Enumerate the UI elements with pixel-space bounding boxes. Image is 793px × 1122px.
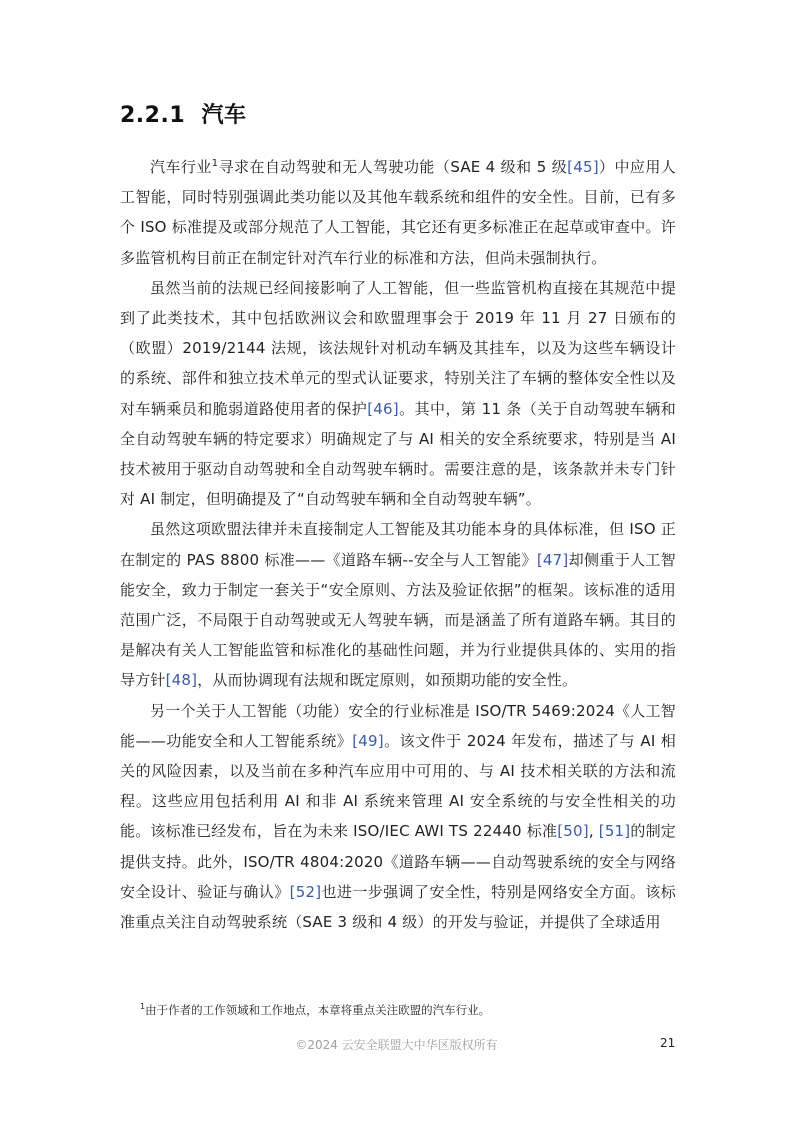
paragraph-text: 另一个关于人工智能（功能）安全的行业标准是 ISO/TR 5469:2024《人工智能——功能安全和人工智能系统》 <box>120 701 676 750</box>
paragraph-text: 也进一步强调了安全性，特别是网络安全方面。该标准重点关注自动驾驶系统（SAE 3 级和 4 级）的开发与验证，并提供了全球适用 <box>120 882 677 932</box>
paragraph <box>120 152 676 273</box>
footer-copyright: ©2024 云安全联盟大中华区版权所有 <box>295 1038 498 1052</box>
citation-link[interactable]: [51] <box>598 822 631 841</box>
paragraph-text: 却侧重于人工智能安全，致力于制定一套关于“安全原则、方法及验证依据”的框架。该标准的适用范围广泛，不局限于自动驾驶或无人驾驶车辆，而是涵盖了所有道路车辆。其目的是解决有关人工智能监管和标准化的基础性问题，并为行业提供具体的、实用的指导方针 <box>120 550 677 690</box>
citation-link[interactable]: [48] <box>165 671 198 690</box>
citation-link[interactable]: [46] <box>367 399 399 418</box>
section-title: 汽车 <box>201 103 247 128</box>
footnote-reference: 1 <box>211 158 219 169</box>
paragraph-text: ，从而协调现有法规和既定原则，如预期功能的安全性。 <box>197 671 578 690</box>
paragraph <box>120 273 676 515</box>
paragraph-text: 寻求在自动驾驶和无人驾驶功能（SAE 4 级和 5 级 <box>218 158 568 176</box>
citation-link[interactable]: [47] <box>536 550 569 569</box>
paragraph <box>120 696 676 938</box>
body-text <box>120 152 676 937</box>
citation-link[interactable]: [52] <box>289 882 322 901</box>
section-number: 2.2.1 <box>120 103 186 128</box>
footnote <box>140 1002 490 1018</box>
paragraph-text: 。其中，第 11 条（关于自动驾驶车辆和全自动驾驶车辆的特定要求）明确规定了与 AI 相关的安全系统要求，特别是当 AI 技术被用于驱动自动驾驶和全自动驾驶车辆时。需要注意的是，该条款并未专门针对 AI 制定，但明确提及了“自动驾驶车辆和全自动驾驶车辆”。 <box>120 399 677 509</box>
paragraph-text: 的制定提供支持。此外，ISO/TR 4804:2020《道路车辆——自动驾驶系统的安全与网络安全设计、验证与确认》 <box>120 822 676 901</box>
paragraph-text: 。该文件于 2024 年发布，描述了与 AI 相关的风险因素，以及当前在多种汽车应用中可用的、与 AI 技术相关联的方法和流程。这些应用包括利用 AI 和非 AI 系统来管理 AI 安全系统的与安全性相关的功能。该标准已经发布，旨在为未来 ISO/IEC AWI TS 22440 标准 <box>120 731 676 841</box>
section-heading <box>120 98 246 129</box>
footnote-text: 由于作者的工作领域和工作地点，本章将重点关注欧盟的汽车行业。 <box>145 1003 491 1017</box>
paragraph-text: 汽车行业 <box>150 158 212 176</box>
citation-link[interactable]: [45] <box>567 158 599 176</box>
paragraph-text: 虽然当前的法规已经间接影响了人工智能，但一些监管机构直接在其规范中提到了此类技术，其中包括欧洲议会和欧盟理事会于 2019 年 11 月 27 日颁布的（欧盟）2019/2144 法规，该法规针对机动车辆及其挂车，以及为这些车辆设计的系统、部件和独立技术单元的型式认证要求，特别关注了车辆的整体安全性以及对车辆乘员和脆弱道路使用者的保护 <box>120 278 676 418</box>
paragraph-text: 虽然这项欧盟法律并未直接制定人工智能及其功能本身的具体标准，但 ISO 正在制定的 PAS 8800 标准——《道路车辆--安全与人工智能》 <box>120 520 676 569</box>
citation-link[interactable]: [50] <box>557 822 589 841</box>
page-number: 21 <box>660 1036 676 1050</box>
citation-link[interactable]: [49] <box>352 731 384 750</box>
paragraph-text: ）中应用人工智能，同时特别强调此类功能以及其他车载系统和组件的安全性。目前，已有多个 ISO 标准提及或部分规范了人工智能，其它还有更多标准正在起草或审查中。许多监管机构目前正在制定针对汽车行业的标准和方法，但尚未强制执行。 <box>120 158 676 267</box>
paragraph <box>120 514 676 695</box>
paragraph-text: , <box>588 822 599 841</box>
footnote-mark: 1 <box>140 1002 146 1012</box>
